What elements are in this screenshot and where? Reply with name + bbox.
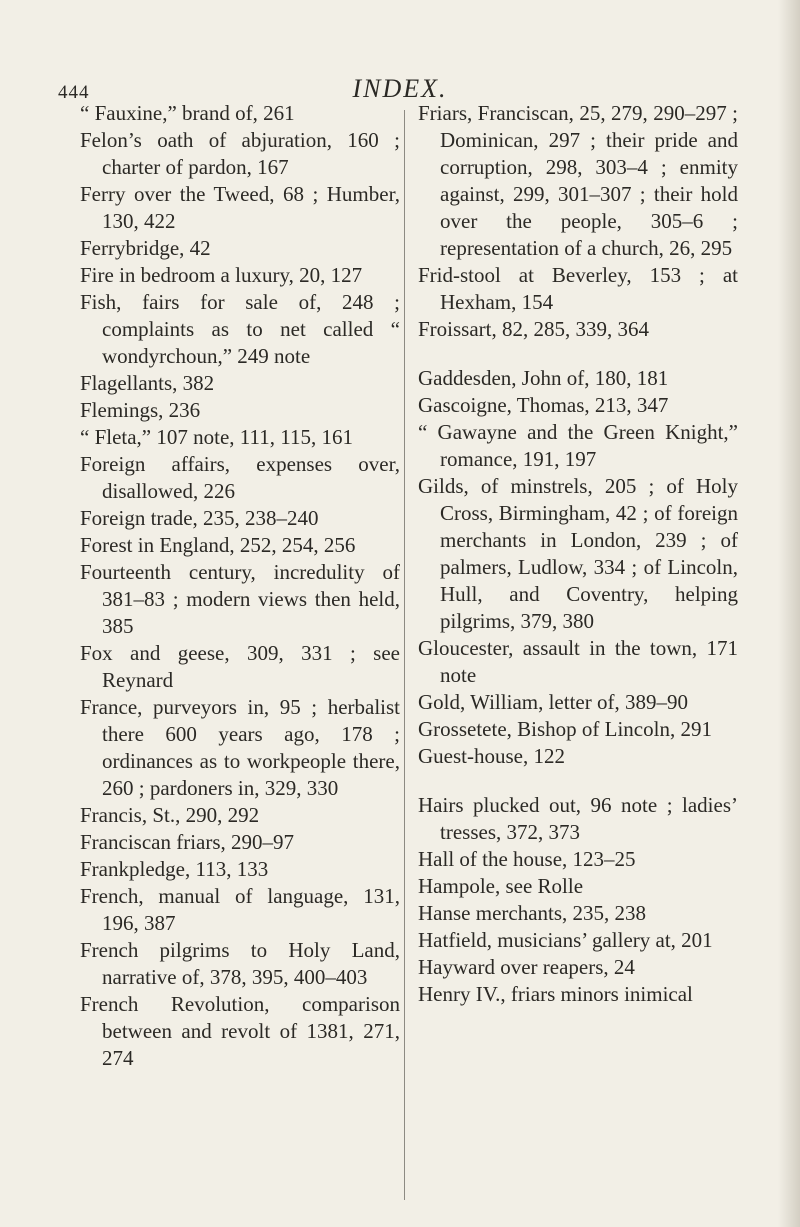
index-entry: French pilgrims to Holy Land, narrative of, 378, 395, 400–403 bbox=[80, 938, 400, 989]
section-gap bbox=[418, 343, 738, 365]
index-entry: Ferrybridge, 42 bbox=[80, 236, 211, 260]
index-entry: Foreign affairs, expenses over, disallowed, 226 bbox=[80, 452, 400, 503]
index-entry: “ Gawayne and the Green Knight,” romance, 191, 197 bbox=[418, 420, 738, 471]
index-entry: Fourteenth century, incredulity of 381–83 ; modern views then held, 385 bbox=[80, 560, 400, 638]
index-entry: Hayward over reapers, 24 bbox=[418, 955, 635, 979]
index-entry: Fox and geese, 309, 331 ; see Reynard bbox=[80, 641, 400, 692]
index-entry: France, purveyors in, 95 ; herbalist there 600 years ago, 178 ; ordinances as to workpeople there, 260 ; pardoners in, 329, 330 bbox=[80, 695, 400, 800]
index-entry: Ferry over the Tweed, 68 ; Humber, 130, 422 bbox=[80, 182, 400, 233]
index-entry: Gold, William, letter of, 389–90 bbox=[418, 690, 688, 714]
index-entry: “ Fleta,” 107 note, 111, 115, 161 bbox=[80, 425, 353, 449]
page-number: 444 bbox=[58, 82, 90, 103]
index-entry: Gascoigne, Thomas, 213, 347 bbox=[418, 393, 669, 417]
index-entry: Hampole, see Rolle bbox=[418, 874, 584, 898]
index-entry: Guest-house, 122 bbox=[418, 744, 565, 768]
index-entry: Friars, Franciscan, 25, 279, 290–297 ; Dominican, 297 ; their pride and corruption, 298, 303–4 ; enmity against, 299, 301–307 ; their hold over the people, 305–6 ; representation of a church, 26, 295 bbox=[418, 101, 738, 260]
index-entry: Hanse merchants, 235, 238 bbox=[418, 901, 647, 925]
index-entry: Francis, St., 290, 292 bbox=[80, 803, 260, 827]
index-entry: French Revolution, comparison between and revolt of 1381, 271, 274 bbox=[80, 992, 400, 1070]
index-entry: Gaddesden, John of, 180, 181 bbox=[418, 366, 669, 390]
page-edge-shadow bbox=[778, 0, 800, 1227]
index-entry: French, manual of language, 131, 196, 387 bbox=[80, 884, 400, 935]
index-entry: Forest in England, 252, 254, 256 bbox=[80, 533, 356, 557]
index-entry: Felon’s oath of abjuration, 160 ; charter of pardon, 167 bbox=[80, 128, 400, 179]
section-gap bbox=[418, 770, 738, 792]
index-entry: Gloucester, assault in the town, 171 note bbox=[418, 636, 738, 687]
index-entry: Franciscan friars, 290–97 bbox=[80, 830, 295, 854]
index-entry: Hall of the house, 123–25 bbox=[418, 847, 636, 871]
left-column bbox=[80, 100, 400, 1072]
index-entry: Frankpledge, 113, 133 bbox=[80, 857, 269, 881]
index-entry: Flemings, 236 bbox=[80, 398, 201, 422]
index-entry: Frid-stool at Beverley, 153 ; at Hexham, 154 bbox=[418, 263, 738, 314]
index-entry: Fire in bedroom a luxury, 20, 127 bbox=[80, 263, 363, 287]
index-entry: Hatfield, musicians’ gallery at, 201 bbox=[418, 928, 713, 952]
index-entry: Hairs plucked out, 96 note ; ladies’ tresses, 372, 373 bbox=[418, 793, 738, 844]
running-title: INDEX. bbox=[352, 74, 448, 103]
index-entry: Foreign trade, 235, 238–240 bbox=[80, 506, 319, 530]
index-entry: Gilds, of minstrels, 205 ; of Holy Cross, Birmingham, 42 ; of foreign merchants in London, 239 ; of palmers, Ludlow, 334 ; of Lincoln, Hull, and Coventry, helping pilgrims, 379, 380 bbox=[418, 474, 738, 633]
right-column bbox=[418, 100, 738, 1008]
index-entry: Grossetete, Bishop of Lincoln, 291 bbox=[418, 717, 712, 741]
index-entry: Fish, fairs for sale of, 248 ; complaints as to net called “ wondyrchoun,” 249 note bbox=[80, 290, 400, 368]
page-header bbox=[0, 28, 800, 103]
index-entry: “ Fauxine,” brand of, 261 bbox=[80, 101, 295, 125]
column-divider bbox=[404, 110, 405, 1200]
index-entry: Froissart, 82, 285, 339, 364 bbox=[418, 317, 649, 341]
index-entry: Flagellants, 382 bbox=[80, 371, 215, 395]
index-entry: Henry IV., friars minors inimical bbox=[418, 982, 693, 1006]
